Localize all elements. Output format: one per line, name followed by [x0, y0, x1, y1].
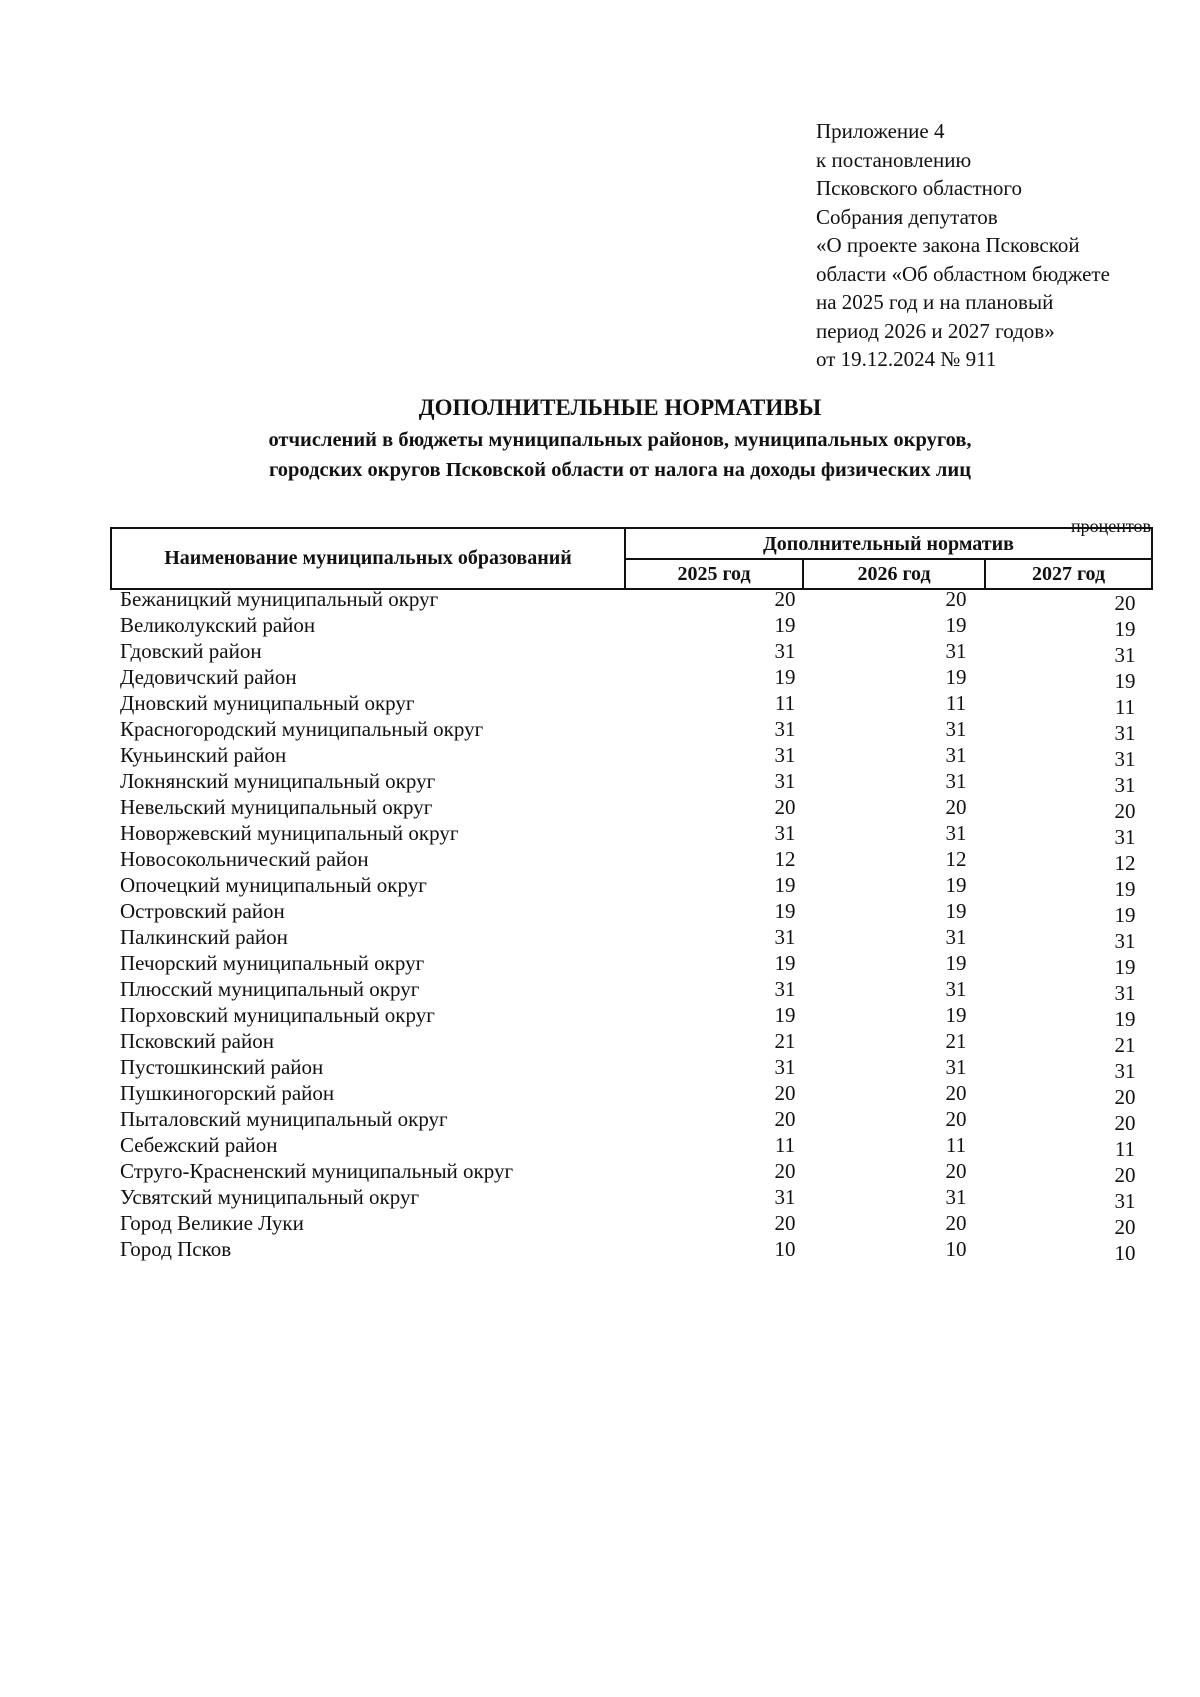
year-column-header: 2025 год	[626, 560, 804, 588]
name-column-header: Наименование муниципальных образований	[112, 529, 626, 588]
norm-value-1: 20	[774, 1107, 796, 1131]
norm-value-1: 12	[774, 847, 796, 871]
appendix-block	[816, 117, 1176, 374]
table-row	[0, 1106, 1200, 1135]
table-row	[0, 638, 1200, 667]
table-row	[0, 1236, 1200, 1265]
norm-value-2: 11	[945, 691, 967, 715]
norm-value-1: 31	[774, 821, 796, 845]
table-row	[0, 976, 1200, 1005]
municipality-name: Себежский район	[120, 1133, 278, 1157]
norm-value-2: 31	[945, 821, 967, 845]
table-row	[0, 768, 1200, 797]
table-row	[0, 586, 1200, 615]
municipality-name: Пушкиногорский район	[120, 1081, 335, 1105]
table-row	[0, 1002, 1200, 1031]
norm-value-3: 11	[1114, 695, 1136, 719]
municipality-name: Пустошкинский район	[120, 1055, 324, 1079]
norm-value-2: 20	[945, 1081, 967, 1105]
norm-value-3: 20	[1114, 1111, 1136, 1135]
norm-value-2: 31	[945, 1185, 967, 1209]
norm-value-1: 19	[774, 1003, 796, 1027]
norm-value-1: 31	[774, 925, 796, 949]
municipality-name: Локнянский муниципальный округ	[120, 769, 436, 793]
norm-value-1: 10	[774, 1237, 796, 1261]
units-label: процентов	[1070, 516, 1151, 536]
appendix-line: Собрания депутатов	[816, 204, 998, 229]
norm-value-1: 19	[774, 665, 796, 689]
norm-value-3: 31	[1114, 773, 1136, 797]
table-row	[0, 950, 1200, 979]
municipality-name: Дновский муниципальный округ	[120, 691, 415, 715]
norm-value-3: 31	[1114, 721, 1136, 745]
norm-value-2: 31	[945, 769, 967, 793]
appendix-line: период 2026 и 2027 годов»	[816, 318, 1055, 343]
municipality-name: Куньинский район	[120, 743, 287, 767]
norm-value-3: 20	[1114, 1085, 1136, 1109]
municipality-name: Псковский район	[120, 1029, 274, 1053]
appendix-line: на 2025 год и на плановый	[816, 290, 1054, 314]
norm-value-2: 31	[945, 925, 967, 949]
norm-value-2: 31	[945, 717, 967, 741]
year-column-header: 2026 год	[804, 560, 986, 588]
norm-value-1: 31	[774, 769, 796, 793]
table-row	[0, 612, 1200, 641]
table-row	[0, 1184, 1200, 1213]
municipality-name: Новосокольнический район	[120, 847, 369, 871]
norm-value-1: 20	[774, 587, 796, 611]
norm-value-2: 21	[945, 1029, 967, 1053]
table-row	[0, 846, 1200, 875]
subtitle-line: отчислений в бюджеты муниципальных районов, муниципальных округов,	[268, 429, 972, 451]
norm-value-1: 31	[774, 743, 796, 767]
appendix-line: к постановлению	[816, 147, 972, 172]
norm-value-1: 21	[774, 1029, 796, 1053]
norm-value-3: 19	[1114, 669, 1136, 693]
municipality-name: Новоржевский муниципальный округ	[120, 821, 459, 845]
norm-value-3: 19	[1114, 1007, 1136, 1031]
norm-value-1: 31	[774, 977, 796, 1001]
norm-value-2: 31	[945, 639, 967, 663]
norm-value-3: 19	[1114, 903, 1136, 927]
document-title: ДОПОЛНИТЕЛЬНЫЕ НОРМАТИВЫ	[418, 395, 822, 420]
year-column-header: 2027 год	[1031, 563, 1106, 585]
norm-value-2: 20	[945, 587, 967, 611]
table-row	[0, 794, 1200, 823]
norm-value-2: 19	[945, 1003, 967, 1027]
subtitle-line: городских округов Псковской области от налога на доходы физических лиц	[268, 459, 972, 481]
norm-value-2: 19	[945, 873, 967, 897]
norm-value-3: 12	[1114, 851, 1136, 875]
appendix-line: области «Об областном бюджете	[816, 261, 1110, 286]
norm-value-2: 10	[945, 1237, 967, 1261]
table-row	[0, 1132, 1200, 1161]
norm-value-3: 31	[1114, 1059, 1136, 1083]
municipality-name: Пыталовский муниципальный округ	[120, 1107, 448, 1131]
norm-value-3: 19	[1114, 955, 1136, 979]
norm-value-1: 20	[774, 1159, 796, 1183]
municipality-name: Город Великие Луки	[120, 1211, 304, 1235]
municipality-name: Опочецкий муниципальный округ	[120, 873, 427, 897]
norm-value-2: 11	[945, 1133, 967, 1157]
table-row	[0, 1054, 1200, 1083]
table-row	[0, 924, 1200, 953]
table-row	[0, 716, 1200, 745]
norm-value-3: 31	[1114, 929, 1136, 953]
norm-value-3: 19	[1114, 617, 1136, 641]
norm-value-2: 31	[945, 977, 967, 1001]
norm-value-3: 10	[1114, 1241, 1136, 1265]
norm-value-2: 20	[945, 1211, 967, 1235]
municipality-name: Невельский муниципальный округ	[120, 795, 433, 819]
document-subtitle	[120, 425, 1120, 485]
norm-value-1: 11	[774, 1133, 796, 1157]
table-row	[0, 1158, 1200, 1187]
norm-value-1: 20	[774, 795, 796, 819]
norm-value-2: 20	[945, 795, 967, 819]
municipality-name: Красногородский муниципальный округ	[120, 717, 484, 741]
table-row	[0, 664, 1200, 693]
norm-value-1: 20	[774, 1081, 796, 1105]
norm-value-3: 20	[1114, 591, 1136, 615]
norm-group-header: Дополнительный норматив	[626, 529, 1151, 560]
appendix-line: Приложение 4	[816, 119, 945, 143]
norm-value-3: 31	[1114, 981, 1136, 1005]
municipality-name: Бежаницкий муниципальный округ	[120, 587, 439, 611]
municipality-name: Великолукский район	[120, 613, 316, 637]
norm-value-1: 31	[774, 1055, 796, 1079]
municipality-name: Островский район	[120, 899, 285, 923]
norm-value-2: 12	[945, 847, 967, 871]
table-row	[0, 742, 1200, 771]
norm-value-2: 19	[945, 951, 967, 975]
norm-value-1: 19	[774, 951, 796, 975]
table-row	[0, 1028, 1200, 1057]
norm-value-2: 19	[945, 665, 967, 689]
norm-value-3: 21	[1114, 1033, 1136, 1057]
norm-value-1: 11	[774, 691, 796, 715]
table-row	[0, 1210, 1200, 1239]
municipality-name: Струго-Красненский муниципальный округ	[120, 1159, 514, 1183]
norm-value-3: 19	[1114, 877, 1136, 901]
norm-value-1: 19	[774, 873, 796, 897]
municipality-name: Город Псков	[120, 1237, 232, 1261]
norm-value-1: 31	[774, 1185, 796, 1209]
table-row	[0, 820, 1200, 849]
norm-value-3: 31	[1114, 643, 1136, 667]
norm-value-3: 20	[1114, 1215, 1136, 1239]
appendix-line: Псковского областного	[816, 176, 1023, 200]
norm-value-1: 31	[774, 717, 796, 741]
municipality-name: Палкинский район	[120, 925, 288, 949]
table-row	[0, 872, 1200, 901]
norm-value-2: 31	[945, 1055, 967, 1079]
norm-value-3: 31	[1114, 825, 1136, 849]
norm-value-3: 31	[1114, 747, 1136, 771]
norm-value-1: 31	[774, 639, 796, 663]
norm-value-1: 20	[774, 1211, 796, 1235]
municipality-name: Гдовский район	[120, 639, 262, 663]
table-row	[0, 690, 1200, 719]
table-body	[0, 586, 1200, 1265]
table-header	[110, 527, 1153, 590]
municipality-name: Печорский муниципальный округ	[120, 951, 425, 975]
norm-value-2: 31	[945, 743, 967, 767]
norm-value-3: 11	[1114, 1137, 1136, 1161]
appendix-line: «О проекте закона Псковской	[816, 233, 1080, 257]
norm-value-3: 31	[1114, 1189, 1136, 1213]
norm-value-2: 19	[945, 613, 967, 637]
norm-value-1: 19	[774, 899, 796, 923]
municipality-name: Плюсский муниципальный округ	[120, 977, 420, 1001]
norm-value-2: 20	[945, 1107, 967, 1131]
table-row	[0, 1080, 1200, 1109]
norm-value-2: 19	[945, 899, 967, 923]
norm-value-1: 19	[774, 613, 796, 637]
table-row	[0, 898, 1200, 927]
norm-value-3: 20	[1114, 799, 1136, 823]
norm-value-3: 20	[1114, 1163, 1136, 1187]
municipality-name: Дедовичский район	[120, 665, 297, 689]
norm-value-2: 20	[945, 1159, 967, 1183]
municipality-name: Порховский муниципальный округ	[120, 1003, 435, 1027]
appendix-line: от 19.12.2024 № 911	[816, 347, 997, 371]
municipality-name: Усвятский муниципальный округ	[120, 1185, 420, 1209]
